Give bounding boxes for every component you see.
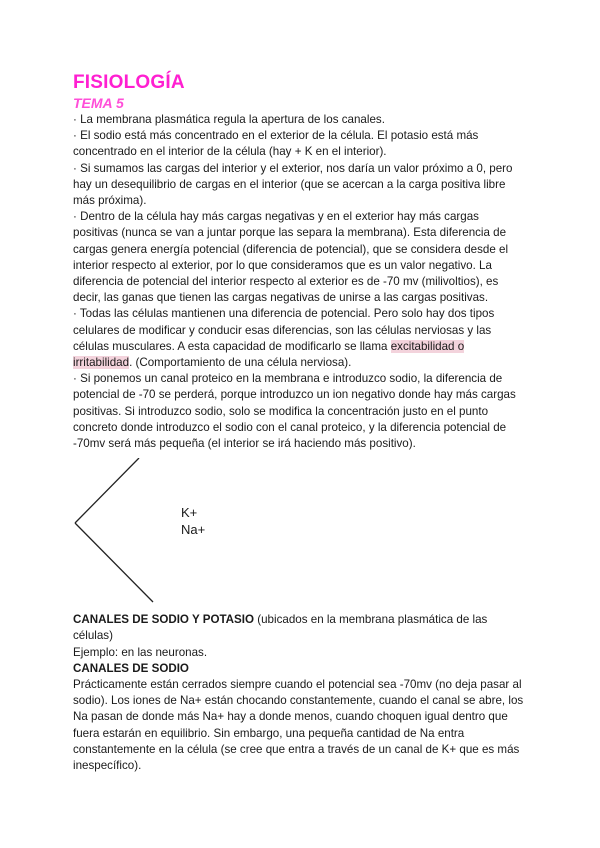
diagram-upper-line	[75, 458, 139, 523]
paragraph-1: · La membrana plasmática regula la apertura de los canales.	[73, 113, 385, 126]
highlighted-term: excitabilidad o irritabilidad	[73, 339, 465, 370]
potassium-label: K+	[181, 505, 198, 521]
section-sodium-potassium	[73, 612, 525, 644]
page-subtitle: TEMA 5	[73, 95, 124, 111]
paragraph-6: · Si ponemos un canal proteico en la membrana e introduzco sodio, la diferencia de potencial de -70 se perderá, porque introduzco un ion negativo donde hay más cargas positivas. Si introduzco sodio, solo se modifica la concentración justo en el punto concreto donde introduzco el sodio con el canal proteico, y la diferencia potencial de -70mv será más pequeña (el interior se irá haciendo más positivo).	[73, 372, 516, 451]
page-title: FISIOLOGÍA	[73, 72, 185, 93]
section-heading-sodium: CANALES DE SODIO	[73, 661, 189, 675]
ion-diagram	[73, 458, 525, 610]
paragraph-5	[73, 306, 525, 371]
chevron-diagram	[73, 458, 273, 610]
paragraph-3: · Si sumamos las cargas del interior y el exterior, nos daría un valor próximo a 0, pero hay un desequilibrio de cargas en el interior (que se acercan a la carga positiva libre más próxima).	[73, 161, 513, 208]
diagram-lower-line	[75, 523, 153, 602]
section-heading-channels: CANALES DE SODIO Y POTASIO	[73, 613, 255, 627]
paragraph-2: · El sodio está más concentrado en el exterior de la célula. El potasio está más concentrado en el interior de la célula (hay + K en el interior).	[73, 129, 479, 159]
example-line: Ejemplo: en las neuronas.	[73, 645, 208, 659]
sodium-label: Na+	[181, 522, 206, 538]
paragraph-5-start: · Todas las células mantienen una diferencia de potencial. Pero solo hay dos tipos celulares de modificar y conducir esas diferencias, son las células nerviosas y las células musculares. A esta capacidad de modificarlo se llama	[73, 307, 495, 353]
section-sodium-body: Prácticamente están cerrados siempre cuando el potencial sea -70mv (no deja pasar al sodio). Los iones de Na+ están chocando constantemente, cuando el canal se abre, los Na pasan de donde más Na+ hay a donde menos, cuando choquen igual dentro que fuera estarán en equilibrio. Sin embargo, una pequeña cantidad de Na entra constantemente en la célula (se cree que entra a través de un canal de K+ que es más inespecífico).	[73, 678, 524, 773]
paragraph-5-end: . (Comportamiento de una célula nerviosa).	[129, 356, 352, 370]
document-page	[73, 72, 525, 774]
paragraph-4: · Dentro de la célula hay más cargas negativas y en el exterior hay más cargas positivas (nunca se van a juntar porque las separa la membrana). Esta diferencia de cargas genera energía potencial (diferencia de potencial), que se considera desde el interior respecto al exterior, por lo que consideramos que es un valor negativo. La diferencia de potencial del interior respecto al exterior es de -70 mv (milivoltios), es decir, las ganas que tienen las cargas negativas de unirse a las cargas positivas.	[73, 210, 509, 305]
section-heading-note: (ubicados en la membrana plasmática de las células)	[73, 613, 488, 643]
